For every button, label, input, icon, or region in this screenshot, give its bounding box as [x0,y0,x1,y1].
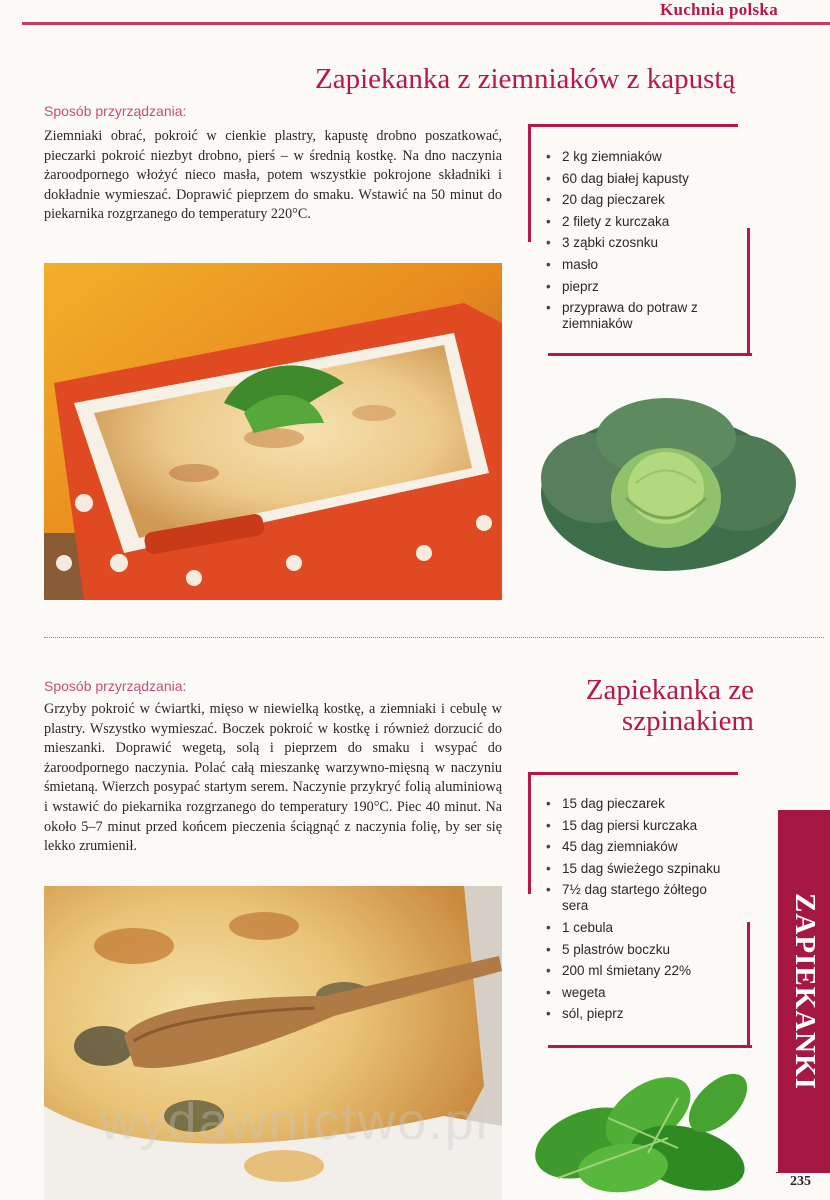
recipe-2-method-label: Sposób przyrządzania: [44,678,187,694]
section-side-tab [778,810,830,1172]
recipe-1-ingredient: • 3 ząbki czosnku [544,235,734,251]
recipe-2-title [586,675,754,738]
section-divider [44,637,824,638]
recipe-2-ingredients-box [528,772,754,1048]
recipe-2-title-line-2: szpinakiem [621,705,754,738]
recipe-1-title: Zapiekanka z ziemniaków z kapustą [315,63,736,95]
recipe-1-ingredient: • pieprz [544,279,734,295]
book-title: Kuchnia polska [659,0,778,19]
recipe-2-ingredient: • 5 plastrów boczku [544,942,734,958]
recipe-2-ingredient: • 200 ml śmietany 22% [544,963,734,979]
recipe-2-ingredient: • 15 dag pieczarek [544,796,734,812]
spinach-photo [528,1058,766,1200]
header-rule [22,22,830,25]
cabbage-casserole-photo [44,263,502,600]
recipe-2-ingredient: • sól, pieprz [544,1006,734,1022]
recipe-1-ingredient: • 2 kg ziemniaków [544,149,734,165]
watermark: wydawnictwo.pl [100,1093,490,1151]
recipe-1-method-text: Ziemniaki obrać, pokroić w cienkie plastry, kapustę drobno poszatkować, pieczarki pokroić niezbyt drobno, pierś – w średnią kostkę. Na dno naczynia żaroodpornego włożyć nieco masła, potem wszystkie pokrojone składniki i dokładnie wymieszać. Doprawić pieprzem do smaku. Wstawić na 50 minut do piekarnika rozgrzanego do temperatury 220°C. [44,128,502,223]
recipe-1-ingredient: • masło [544,257,734,273]
recipe-1-ingredient: • 20 dag pieczarek [544,192,734,208]
recipe-1-method-label: Sposób przyrządzania: [44,103,187,119]
spinach-casserole-photo [44,886,502,1200]
recipe-1-ingredients-box [528,124,754,356]
recipe-2-ingredient: • 7½ dag startego żółtego sera [544,882,734,914]
recipe-2-ingredient: • 15 dag świeżego szpinaku [544,861,734,877]
page-number: 235 [790,1174,811,1189]
recipe-2-ingredient: • 45 dag ziemniaków [544,839,734,855]
recipe-1-ingredient: • 2 filety z kurczaka [544,214,734,230]
recipe-1-ingredient: • 60 dag białej kapusty [544,171,734,187]
recipe-2-ingredients-list [544,796,734,1028]
recipe-1-ingredients-list [544,149,734,338]
section-side-tab-label: ZAPIEKANKI [788,892,821,1090]
recipe-2-ingredient: • 15 dag piersi kurczaka [544,818,734,834]
page-number-rule [776,1172,830,1173]
recipe-1-ingredient: • przyprawa do potraw z ziemniaków [544,300,734,332]
recipe-2-ingredient: • wegeta [544,985,734,1001]
cabbage-photo [536,388,796,578]
recipe-2-ingredient: • 1 cebula [544,920,734,936]
recipe-2-method-text: Grzyby pokroić w ćwiartki, mięso w niewielką kostkę, a ziemniaki i cebulę w plastry. Wszystko wymieszać. Boczek pokroić w kostkę i również dorzucić do mieszanki. Doprawić wegetą, solą i pieprzem do smaku i wsypać do żaroodpornego naczynia. Polać całą mieszankę warzywno-mięsną w naczyniu śmietaną. Wierzch posypać startym serem. Naczynie przykryć folią aluminiową i wstawić do piekarnika rozgrzanego do temperatury 190°C. Piec 40 minut. Na około 5–7 minut przed końcem pieczenia ściągnąć z naczynia folię, by ser się lekko zrumienił. [44,701,502,855]
recipe-2-title-line-1: Zapiekanka ze [585,674,754,706]
